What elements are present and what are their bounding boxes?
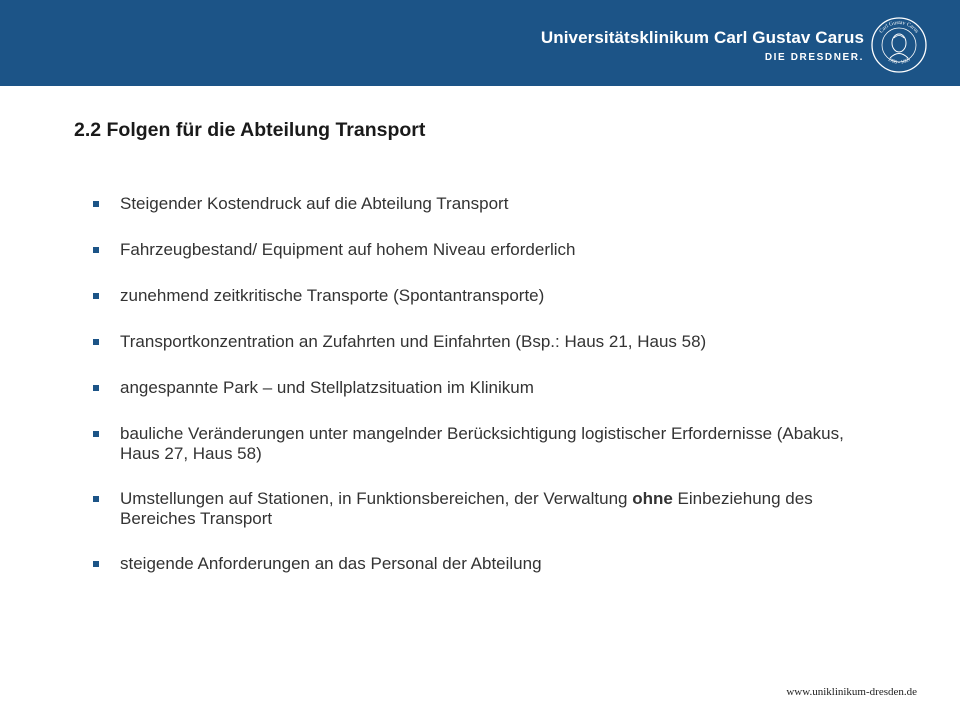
bullet-item	[92, 194, 852, 214]
bullet-item	[92, 240, 852, 260]
square-bullet-icon	[93, 201, 99, 207]
bullet-item	[92, 378, 852, 398]
org-name: Universitätsklinikum Carl Gustav Carus	[540, 28, 864, 47]
org-tagline: DIE DRESDNER.	[764, 52, 864, 63]
bullet-item	[92, 286, 852, 306]
bullet-item	[92, 489, 852, 529]
bullet-text: angespannte Park – und Stellplatzsituation im Klinikum	[120, 378, 534, 397]
bullet-text: Transportkonzentration an Zufahrten und Einfahrten (Bsp.: Haus 21, Haus 58)	[120, 332, 707, 351]
header-bar	[0, 0, 960, 86]
bullet-text: Steigender Kostendruck auf die Abteilung Transport	[120, 194, 509, 213]
bullet-item	[92, 332, 852, 352]
square-bullet-icon	[93, 247, 99, 253]
bullet-text: bauliche Veränderungen unter mangelnder Berücksichtigung logistischer Erfordernisse (Abakus, Haus 27, Haus 58)	[120, 424, 844, 463]
bullet-text-part: Einbeziehung des Bereiches Transport	[120, 489, 813, 528]
bullet-text: Fahrzeugbestand/ Equipment auf hohem Niveau erforderlich	[120, 240, 576, 259]
bullet-text-part: Umstellungen auf Stationen, in Funktionsbereichen, der Verwaltung	[120, 489, 633, 508]
bullet-text: zunehmend zeitkritische Transporte (Spontantransporte)	[120, 286, 545, 305]
square-bullet-icon	[93, 293, 99, 299]
square-bullet-icon	[93, 339, 99, 345]
bullet-item	[92, 424, 852, 464]
square-bullet-icon	[93, 385, 99, 391]
bullet-text-emphasis: ohne	[632, 489, 673, 508]
footer-url: www.uniklinikum-dresden.de	[786, 686, 917, 698]
bullet-list	[92, 194, 852, 600]
carus-seal-logo	[870, 16, 928, 74]
bullet-item	[92, 554, 852, 574]
square-bullet-icon	[93, 561, 99, 567]
slide-title: 2.2 Folgen für die Abteilung Transport	[74, 119, 426, 141]
square-bullet-icon	[93, 431, 99, 437]
bullet-text	[120, 489, 813, 528]
svg-text:Carl Gustav Carus: Carl Gustav Carus	[878, 19, 920, 35]
square-bullet-icon	[93, 496, 99, 502]
bullet-text: steigende Anforderungen an das Personal der Abteilung	[120, 554, 542, 573]
svg-text:1789 - 1869: 1789 - 1869	[886, 57, 912, 66]
